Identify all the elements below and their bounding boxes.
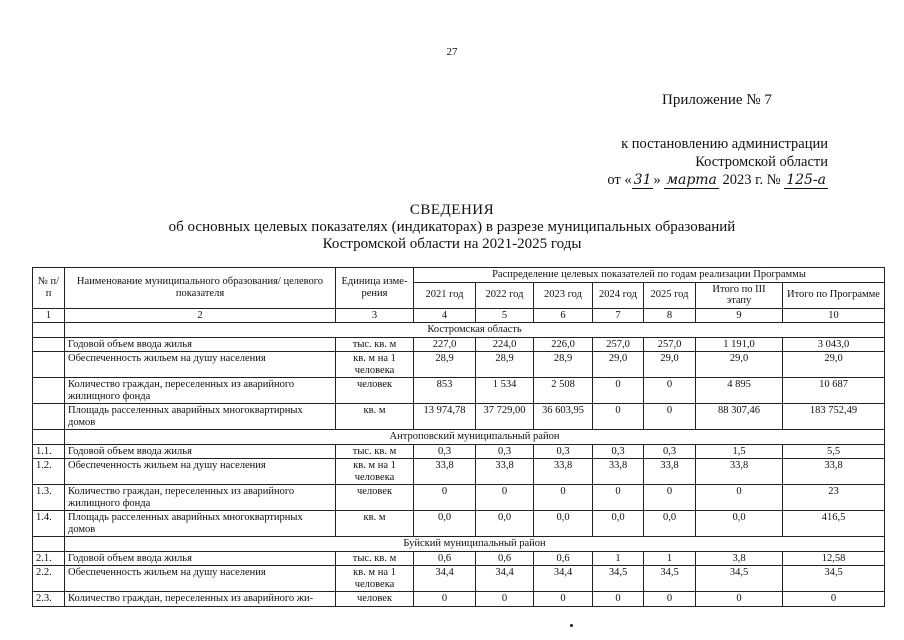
- cell-v2025: 0: [644, 378, 696, 404]
- cell-unit: кв. м: [336, 511, 414, 537]
- decree-date-line: [488, 171, 828, 189]
- decree-number-handwritten: 125-а: [786, 172, 826, 188]
- section-row: [33, 323, 885, 338]
- table-row: [33, 378, 885, 404]
- cell-unit: кв. м на 1 человека: [336, 459, 414, 485]
- cell-v2021: 853: [414, 378, 476, 404]
- cell-stage: 4 895: [696, 378, 783, 404]
- cell-v2022: 34,4: [476, 566, 534, 592]
- header-row-1: [33, 268, 885, 283]
- title-line-3: Костромской области на 2021-2025 годы: [322, 236, 582, 252]
- cell-v2022: 0,0: [476, 511, 534, 537]
- document-title: [0, 202, 904, 253]
- cell-name: Количество граждан, переселенных из аварийного жилищного фонда: [65, 378, 336, 404]
- cell-v2023: 0: [534, 592, 593, 607]
- cell-num: [33, 352, 65, 378]
- cell-v2021: 13 974,78: [414, 404, 476, 430]
- header-2023: 2023 год: [534, 282, 593, 308]
- cell-total: 12,58: [783, 551, 885, 566]
- cell-v2023: 36 603,95: [534, 404, 593, 430]
- cell-v2025: 0,3: [644, 444, 696, 459]
- cell-v2023: 0: [534, 485, 593, 511]
- cell-v2023: 0,0: [534, 511, 593, 537]
- cell-v2022: 37 729,00: [476, 404, 534, 430]
- column-number-cell: 5: [476, 308, 534, 323]
- header-2024: 2024 год: [593, 282, 644, 308]
- cell-unit: тыс. кв. м: [336, 551, 414, 566]
- cell-v2023: 28,9: [534, 352, 593, 378]
- section-row: [33, 537, 885, 552]
- cell-v2022: 28,9: [476, 352, 534, 378]
- cell-v2025: 34,5: [644, 566, 696, 592]
- cell-v2021: 34,4: [414, 566, 476, 592]
- cell-v2025: 33,8: [644, 459, 696, 485]
- header-program-total: Итого по Программе: [783, 282, 885, 308]
- cell-v2023: 33,8: [534, 459, 593, 485]
- cell-unit: тыс. кв. м: [336, 337, 414, 352]
- cell-name: Обеспеченность жильем на душу населения: [65, 352, 336, 378]
- cell-unit: человек: [336, 378, 414, 404]
- cell-name: Обеспеченность жильем на душу населения: [65, 459, 336, 485]
- decree-month-handwritten: марта: [666, 172, 717, 188]
- cell-v2024: 0: [593, 378, 644, 404]
- column-number-cell: 7: [593, 308, 644, 323]
- decree-day-handwritten: 31: [633, 172, 652, 188]
- cell-v2025: 1: [644, 551, 696, 566]
- table-row: [33, 551, 885, 566]
- cell-num: 1.1.: [33, 444, 65, 459]
- cell-v2021: 0,3: [414, 444, 476, 459]
- cell-v2022: 0,6: [476, 551, 534, 566]
- decree-line-2: Костромской области: [695, 154, 828, 170]
- cell-v2024: 257,0: [593, 337, 644, 352]
- cell-v2021: 0,0: [414, 511, 476, 537]
- cell-v2025: 0: [644, 592, 696, 607]
- cell-v2022: 1 534: [476, 378, 534, 404]
- column-number-cell: 9: [696, 308, 783, 323]
- cell-v2021: 33,8: [414, 459, 476, 485]
- appendix-label: Приложение № 7: [662, 92, 772, 108]
- table-row: [33, 404, 885, 430]
- cell-stage: 3,8: [696, 551, 783, 566]
- cell-v2023: 0,6: [534, 551, 593, 566]
- cell-v2022: 0,3: [476, 444, 534, 459]
- cell-stage: 0: [696, 592, 783, 607]
- cell-total: 5,5: [783, 444, 885, 459]
- cell-unit: кв. м: [336, 404, 414, 430]
- cell-v2024: 1: [593, 551, 644, 566]
- table-row: [33, 352, 885, 378]
- cell-total: 416,5: [783, 511, 885, 537]
- scan-dot: [570, 624, 573, 627]
- cell-v2025: 257,0: [644, 337, 696, 352]
- cell-v2024: 0: [593, 404, 644, 430]
- table-row: [33, 337, 885, 352]
- cell-stage: 34,5: [696, 566, 783, 592]
- cell-v2023: 2 508: [534, 378, 593, 404]
- header-stage-total: Итого по III этапу: [696, 282, 783, 308]
- table-row: [33, 459, 885, 485]
- section-num-cell: [33, 323, 65, 338]
- cell-v2025: 0: [644, 485, 696, 511]
- cell-stage: 1,5: [696, 444, 783, 459]
- column-number-cell: 2: [65, 308, 336, 323]
- table-row: [33, 444, 885, 459]
- header-name: Наименование муниципального образования/ целевого показателя: [65, 268, 336, 309]
- decree-line-1: к постановлению администрации: [621, 136, 828, 152]
- header-2025: 2025 год: [644, 282, 696, 308]
- section-num-cell: [33, 537, 65, 552]
- cell-unit: человек: [336, 592, 414, 607]
- cell-v2022: 224,0: [476, 337, 534, 352]
- cell-v2025: 0: [644, 404, 696, 430]
- cell-v2024: 29,0: [593, 352, 644, 378]
- section-row: [33, 430, 885, 445]
- cell-stage: 1 191,0: [696, 337, 783, 352]
- cell-total: 34,5: [783, 566, 885, 592]
- cell-num: 1.2.: [33, 459, 65, 485]
- cell-v2024: 34,5: [593, 566, 644, 592]
- header-2021: 2021 год: [414, 282, 476, 308]
- section-num-cell: [33, 430, 65, 445]
- cell-total: 33,8: [783, 459, 885, 485]
- column-number-cell: 6: [534, 308, 593, 323]
- column-number-cell: 10: [783, 308, 885, 323]
- cell-name: Количество граждан, переселенных из аварийного жи-: [65, 592, 336, 607]
- cell-v2024: 0,3: [593, 444, 644, 459]
- decree-reference: [488, 135, 828, 189]
- cell-v2022: 0: [476, 592, 534, 607]
- column-number-cell: 4: [414, 308, 476, 323]
- table-row: [33, 592, 885, 607]
- cell-num: 2.2.: [33, 566, 65, 592]
- cell-v2021: 0: [414, 485, 476, 511]
- cell-unit: кв. м на 1 человека: [336, 352, 414, 378]
- column-number-cell: 3: [336, 308, 414, 323]
- cell-name: Площадь расселенных аварийных многоквартирных домов: [65, 511, 336, 537]
- cell-v2023: 0,3: [534, 444, 593, 459]
- header-distribution: Распределение целевых показателей по годам реализации Программы: [414, 268, 885, 283]
- section-title: Антроповский муниципальный район: [65, 430, 885, 445]
- table-row: [33, 511, 885, 537]
- cell-v2023: 34,4: [534, 566, 593, 592]
- cell-v2025: 0,0: [644, 511, 696, 537]
- section-title: Буйский муниципальный район: [65, 537, 885, 552]
- cell-name: Площадь расселенных аварийных многоквартирных домов: [65, 404, 336, 430]
- cell-num: [33, 378, 65, 404]
- cell-v2021: 28,9: [414, 352, 476, 378]
- cell-total: 183 752,49: [783, 404, 885, 430]
- decree-year: 2023 г. №: [718, 172, 785, 188]
- cell-num: 1.3.: [33, 485, 65, 511]
- cell-v2024: 0,0: [593, 511, 644, 537]
- column-number-cell: 1: [33, 308, 65, 323]
- cell-num: 1.4.: [33, 511, 65, 537]
- cell-name: Годовой объем ввода жилья: [65, 551, 336, 566]
- cell-stage: 0,0: [696, 511, 783, 537]
- cell-v2022: 0: [476, 485, 534, 511]
- cell-v2021: 227,0: [414, 337, 476, 352]
- header-unit: Единица изме-рения: [336, 268, 414, 309]
- decree-date-prefix: от «: [607, 172, 632, 188]
- decree-date-mid: »: [653, 172, 665, 188]
- cell-stage: 29,0: [696, 352, 783, 378]
- title-line-1: СВЕДЕНИЯ: [409, 202, 495, 218]
- table-row: [33, 566, 885, 592]
- cell-v2021: 0: [414, 592, 476, 607]
- cell-total: 3 043,0: [783, 337, 885, 352]
- indicators-table: [32, 267, 885, 607]
- cell-unit: кв. м на 1 человека: [336, 566, 414, 592]
- cell-total: 29,0: [783, 352, 885, 378]
- cell-v2024: 0: [593, 592, 644, 607]
- column-number-cell: 8: [644, 308, 696, 323]
- cell-name: Годовой объем ввода жилья: [65, 337, 336, 352]
- cell-unit: человек: [336, 485, 414, 511]
- cell-v2024: 33,8: [593, 459, 644, 485]
- cell-num: 2.3.: [33, 592, 65, 607]
- cell-stage: 33,8: [696, 459, 783, 485]
- header-2022: 2022 год: [476, 282, 534, 308]
- cell-num: [33, 337, 65, 352]
- cell-unit: тыс. кв. м: [336, 444, 414, 459]
- cell-stage: 0: [696, 485, 783, 511]
- header-num: № п/п: [33, 268, 65, 309]
- cell-v2022: 33,8: [476, 459, 534, 485]
- table-row: [33, 485, 885, 511]
- cell-v2025: 29,0: [644, 352, 696, 378]
- page-number: 27: [446, 46, 458, 58]
- cell-v2023: 226,0: [534, 337, 593, 352]
- section-title: Костромская область: [65, 323, 885, 338]
- title-line-2: об основных целевых показателях (индикаторах) в разрезе муниципальных образований: [168, 219, 736, 235]
- cell-total: 23: [783, 485, 885, 511]
- cell-name: Количество граждан, переселенных из аварийного жилищного фонда: [65, 485, 336, 511]
- cell-name: Обеспеченность жильем на душу населения: [65, 566, 336, 592]
- column-number-row: [33, 308, 885, 323]
- cell-num: [33, 404, 65, 430]
- cell-v2021: 0,6: [414, 551, 476, 566]
- cell-num: 2.1.: [33, 551, 65, 566]
- cell-stage: 88 307,46: [696, 404, 783, 430]
- cell-v2024: 0: [593, 485, 644, 511]
- cell-total: 10 687: [783, 378, 885, 404]
- cell-name: Годовой объем ввода жилья: [65, 444, 336, 459]
- cell-total: 0: [783, 592, 885, 607]
